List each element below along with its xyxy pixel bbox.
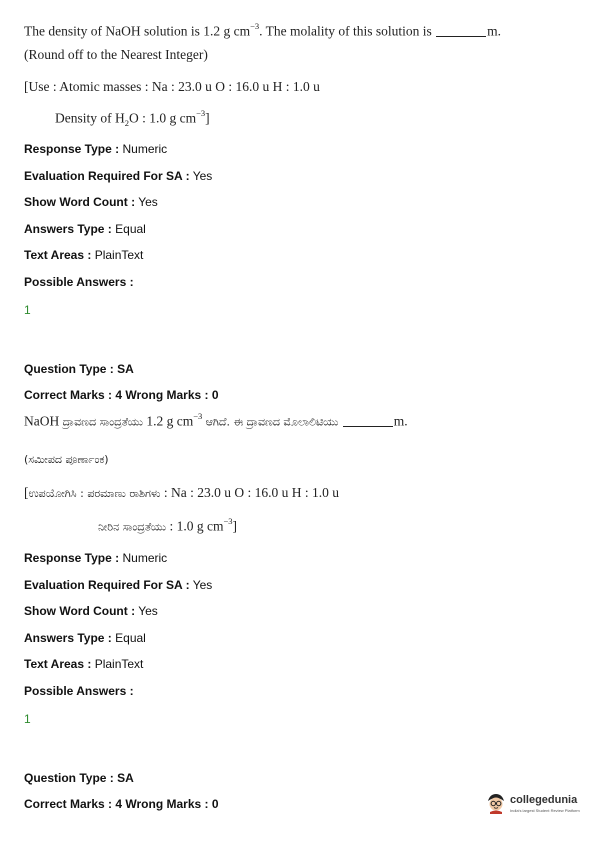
possible-answers-label: Possible Answers : xyxy=(24,684,134,698)
response-type: Response Type : Numeric xyxy=(24,551,168,565)
logo-brand-text: collegedunia xyxy=(510,794,578,806)
marks-info: Correct Marks : 4 Wrong Marks : 0 xyxy=(24,388,219,402)
show-word-count: Show Word Count : Yes xyxy=(24,604,158,618)
q1-line-2: (Round off to the Nearest Integer) xyxy=(24,47,208,62)
possible-answers-label: Possible Answers : xyxy=(24,275,134,289)
answers-type: Answers Type : Equal xyxy=(24,222,146,236)
q1-exponent: −3 xyxy=(250,21,260,31)
q1-text-molality: . The molality of this solution is xyxy=(259,23,432,39)
answers-type: Answers Type : Equal xyxy=(24,631,146,645)
q2-line-3: [ಉಪಯೋಗಿಸಿ : ಪರಮಾಣು ರಾಶಿಗಳು : Na : 23.0 u O : 16.0 u H : 1.0 u xyxy=(24,485,339,500)
q1-line-1 xyxy=(24,22,501,40)
evaluation-required: Evaluation Required For SA : Yes xyxy=(24,578,213,592)
q1-text-density: The density of NaOH solution is 1.2 g cm xyxy=(24,23,251,39)
mascot-icon xyxy=(485,792,507,814)
question-type: Question Type : SA xyxy=(24,362,134,376)
show-word-count: Show Word Count : Yes xyxy=(24,195,158,209)
q1-unit: m. xyxy=(487,23,502,39)
q2-line-4: ನೀರಿನ ಸಾಂದ್ರತೆಯು : 1.0 g $cm^{-3}$] xyxy=(98,516,238,534)
text-areas: Text Areas : PlainText xyxy=(24,248,144,262)
question-type: Question Type : SA xyxy=(24,771,134,785)
response-type: Response Type : Numeric xyxy=(24,142,168,156)
evaluation-required: Evaluation Required For SA : Yes xyxy=(24,169,213,183)
text-areas: Text Areas : PlainText xyxy=(24,657,144,671)
q2-line-1: NaOH ದ್ರಾವಣದ ಸಾಂದ್ರತೆಯು 1.2 g $cm^{-3}$ ಆಗಿದೆ. ಈ ದ್ರಾವಣದ ಮೊಲಾಲಿಟಿಯು m. xyxy=(24,411,408,429)
possible-answer-value: 1 xyxy=(24,303,31,317)
marks-info: Correct Marks : 4 Wrong Marks : 0 xyxy=(24,797,219,811)
collegedunia-logo xyxy=(485,792,585,818)
q1-line-3: [Use : Atomic masses : Na : 23.0 u O : 16.0 u H : 1.0 u xyxy=(24,79,320,94)
answer-blank xyxy=(343,416,393,427)
q1-line-4: Density of $H_2O$ : 1.0 g $cm^{-3}$] xyxy=(55,108,210,129)
answer-blank xyxy=(436,26,486,37)
possible-answer-value: 1 xyxy=(24,712,31,726)
q2-line-2: (ಸಮೀಪದ ಪೂರ್ಣಾಂಕ) xyxy=(24,453,109,466)
logo-tagline: India's largest Student Review Platform xyxy=(510,808,580,813)
